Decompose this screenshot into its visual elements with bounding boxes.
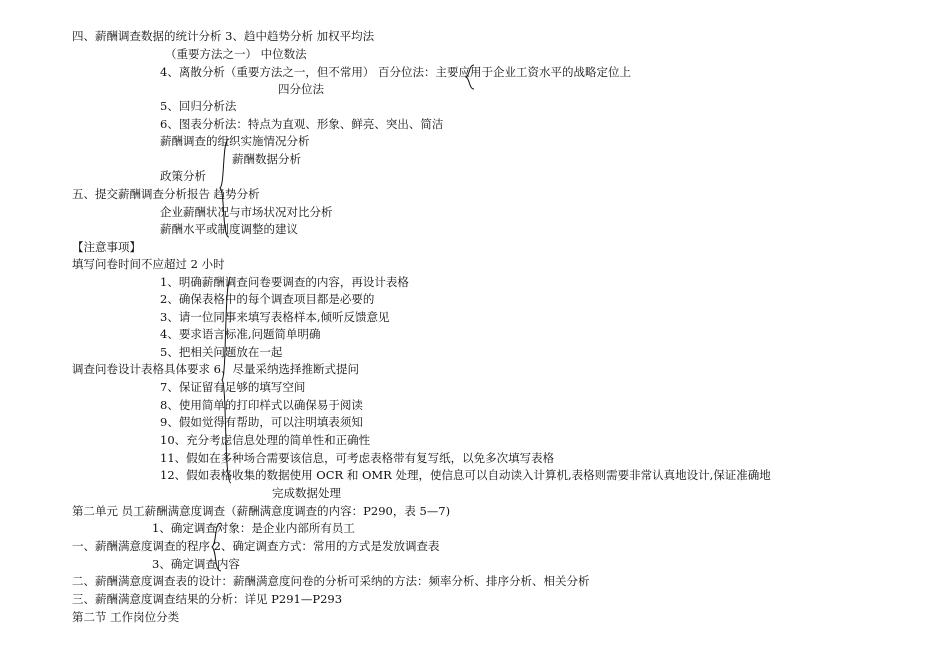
brace-procedure bbox=[210, 522, 224, 572]
list-item: 3、请一位同事来填写表格样本,倾听反馈意见 bbox=[160, 310, 390, 324]
list-item: 7、保证留有足够的填写空间 bbox=[160, 380, 306, 394]
text-line: 5、回归分析法 bbox=[160, 99, 237, 113]
section-heading-results: 三、薪酬满意度调查结果的分析：详见 P291—P293 bbox=[72, 592, 343, 606]
text-line: 四分位法 bbox=[278, 82, 324, 96]
text-line: 政策分析 bbox=[160, 169, 206, 183]
section-heading-statistical-analysis: 四、薪酬调查数据的统计分析 3、趋中趋势分析 加权平均法 bbox=[72, 29, 375, 43]
section-heading-design: 二、薪酬满意度调查表的设计：薪酬满意度问卷的分析可采纳的方法：频率分析、排序分析、相关分析 bbox=[72, 574, 590, 588]
text-line: 企业薪酬状况与市场状况对比分析 bbox=[160, 205, 333, 219]
unit-heading: 第二单元 员工薪酬满意度调查（薪酬满意度调查的内容：P290，表 5—7) bbox=[72, 504, 451, 518]
list-item: 4、要求语言标准,问题简单明确 bbox=[160, 327, 321, 341]
list-item: 8、使用简单的打印样式以确保易于阅读 bbox=[160, 398, 363, 412]
text-line: 4、离散分析（重要方法之一，但不常用） 百分位法：主要应用于企业工资水平的战略定位上 bbox=[160, 65, 631, 79]
brace-questionnaire bbox=[220, 276, 234, 484]
list-item: 1、明确薪酬调查问卷要调查的内容，再设计表格 bbox=[160, 275, 409, 289]
text-line: 薪酬调查的组织实施情况分析 bbox=[160, 134, 310, 148]
list-item: 2、确保表格中的每个调查项目都是必要的 bbox=[160, 292, 375, 306]
list-item: 完成数据处理 bbox=[272, 486, 341, 500]
list-item: 11、假如在多种场合需要该信息，可考虑表格带有复写纸，以免多次填写表格 bbox=[160, 451, 555, 465]
list-item: 12、假如表格收集的数据使用 OCR 和 OMR 处理，使信息可以自动读入计算机,表格则需要非常认真地设计,保证准确地 bbox=[160, 468, 771, 482]
text-line: 薪酬水平或制度调整的建议 bbox=[160, 222, 298, 236]
section-heading-report: 五、提交薪酬调查分析报告 趋势分析 bbox=[72, 187, 260, 201]
brace-report bbox=[218, 138, 232, 238]
text-line: （重要方法之一） 中位数法 bbox=[165, 47, 307, 61]
text-line: 填写问卷时间不应超过 2 小时 bbox=[72, 257, 225, 271]
section-heading-procedure: 一、薪酬满意度调查的程序 2、确定调查方式：常用的方式是发放调查表 bbox=[72, 539, 440, 553]
notes-heading: 【注意事项】 bbox=[72, 240, 141, 254]
brace-small bbox=[464, 64, 478, 90]
chapter-heading: 第二节 工作岗位分类 bbox=[72, 610, 180, 624]
list-item: 3、确定调查内容 bbox=[152, 557, 240, 571]
text-line: 6、图表分析法：特点为直观、形象、鲜亮、突出、简洁 bbox=[160, 117, 444, 131]
text-line: 薪酬数据分析 bbox=[232, 152, 301, 166]
list-item: 10、充分考虑信息处理的简单性和正确性 bbox=[160, 433, 371, 447]
list-item: 9、假如觉得有帮助，可以注明填表须知 bbox=[160, 415, 363, 429]
list-item: 1、确定调查对象：是企业内部所有员工 bbox=[152, 521, 355, 535]
section-heading-questionnaire: 调查问卷设计表格具体要求 6、尽量采纳选择推断式提问 bbox=[72, 362, 359, 376]
list-item: 5、把相关问题放在一起 bbox=[160, 345, 283, 359]
